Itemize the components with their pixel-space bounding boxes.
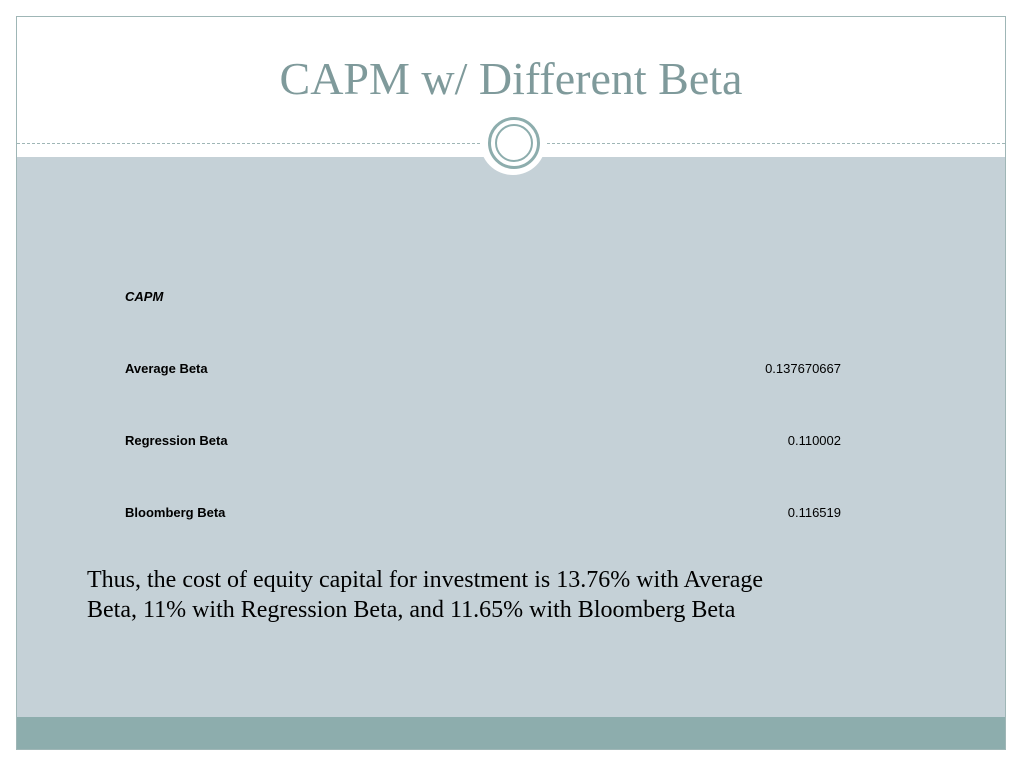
table-row-average-beta [125, 361, 841, 381]
row-value: 0.137670667 [765, 361, 841, 376]
ornament-outer-ring [488, 117, 540, 169]
slide [16, 16, 1006, 750]
table-heading: CAPM [125, 289, 164, 304]
row-label: Bloomberg Beta [125, 505, 226, 520]
conclusion-text: Thus, the cost of equity capital for investment is 13.76% with Average Beta, 11% with Regression Beta, and 11.65% with Bloomberg Beta [87, 567, 764, 623]
circle-ornament-icon [480, 109, 546, 175]
ornament-inner-ring [495, 124, 533, 162]
row-value: 0.116519 [787, 505, 841, 520]
row-label: Regression Beta [125, 433, 228, 448]
footer-band [17, 717, 1005, 750]
row-label: Average Beta [125, 361, 208, 376]
table-row-regression-beta [125, 433, 841, 453]
row-value: 0.110002 [787, 433, 841, 448]
table-row-bloomberg-beta [125, 505, 841, 525]
slide-title: CAPM w/ Different Beta [279, 53, 743, 104]
